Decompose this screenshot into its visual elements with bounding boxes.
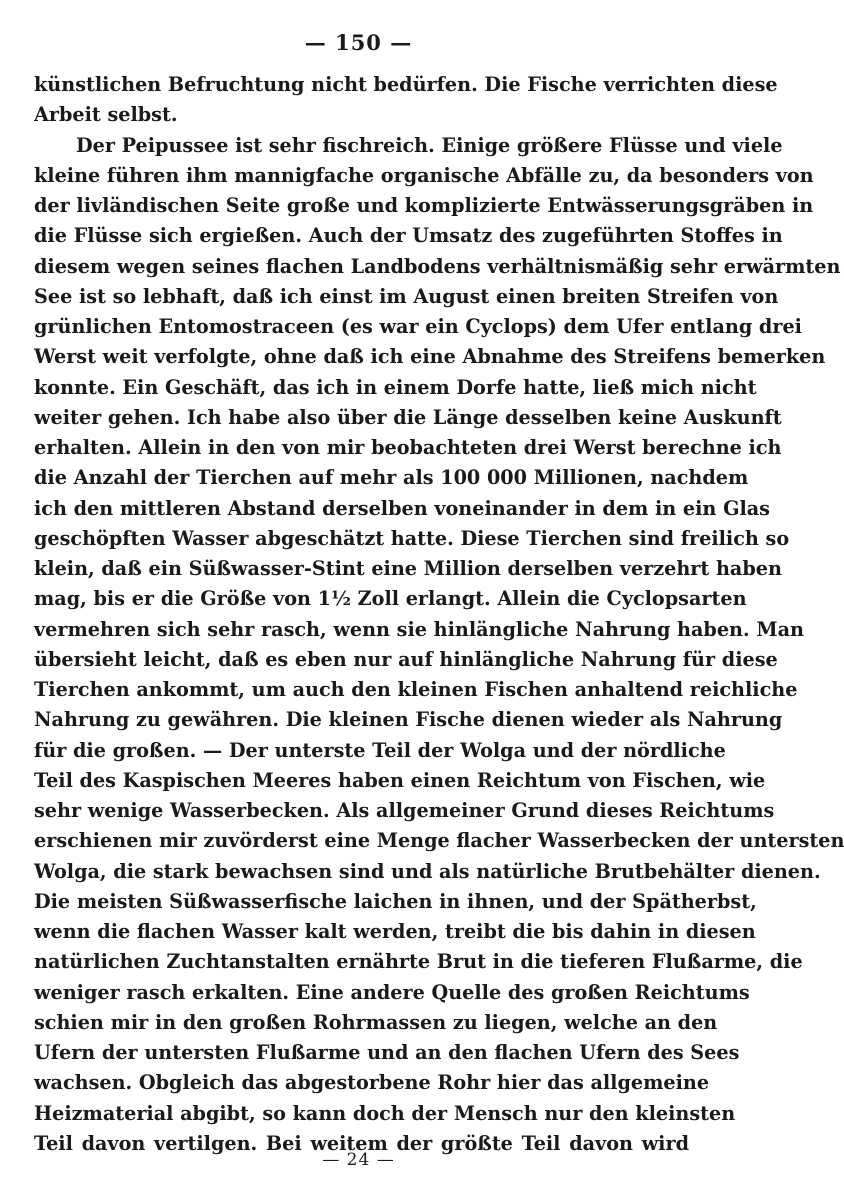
text-line: grünlichen Entomostraceen (es war ein Cyclops) dem Ufer entlang drei (34, 315, 802, 338)
text-line: Arbeit selbst. (34, 103, 178, 127)
text-line: See ist so lebhaft, daß ich einst im August einen breiten Streifen von (34, 284, 779, 308)
text-line: weiter gehen. Ich habe also über die Länge desselben keine Auskunft (34, 405, 782, 429)
text-line: Teil davon vertilgen. Bei weitem der größte Teil davon wird (34, 1131, 689, 1155)
text-line: klein, daß ein Süßwasser-Stint eine Million derselben verzehrt haben (34, 557, 782, 580)
text-line: kleine führen ihm mannigfache organische Abfälle zu, da besonders von (34, 163, 814, 187)
text-line: Der Peipussee ist sehr fischreich. Einige größere Flüsse und viele (76, 133, 783, 157)
text-line: natürlichen Zuchtanstalten ernährte Brut in die tieferen Flußarme, die (34, 950, 803, 974)
text-line: künstlichen Befruchtung nicht bedürfen. Die Fische verrichten diese (34, 73, 778, 96)
text-line: mag, bis er die Größe von 1½ Zoll erlangt. Allein die Cyclopsarten (34, 587, 747, 611)
text-line: Ufern der untersten Flußarme und an den flachen Ufern des Sees (34, 1041, 740, 1064)
text-line: die Anzahl der Tierchen auf mehr als 100 000 Millionen, nachdem (34, 466, 749, 490)
text-line: geschöpften Wasser abgeschätzt hatte. Diese Tierchen sind freilich so (34, 526, 790, 550)
text-line: Die meisten Süßwasserfische laichen in ihnen, und der Spätherbst, (34, 889, 757, 913)
text-line: wenn die flachen Wasser kalt werden, treibt die bis dahin in diesen (34, 920, 756, 943)
text-line: Nahrung zu gewähren. Die kleinen Fische dienen wieder als Nahrung (34, 708, 783, 732)
text-line: übersieht leicht, daß es eben nur auf hinlängliche Nahrung für diese (34, 647, 778, 671)
text-line: Werst weit verfolgte, ohne daß ich eine Abnahme des Streifens bemerken (34, 345, 826, 369)
text-line: erhalten. Allein in den von mir beobachteten drei Werst berechne ich (34, 436, 782, 459)
text-line: Heizmaterial abgibt, so kann doch der Mensch nur den kleinsten (34, 1101, 736, 1125)
text-line: diesem wegen seines flachen Landbodens verhältnismäßig sehr erwärmten (34, 254, 841, 278)
text-line: ich den mittleren Abstand derselben voneinander in dem in ein Glas (34, 496, 770, 520)
text-line: erschienen mir zuvörderst eine Menge flacher Wasserbecken der untersten (34, 829, 844, 853)
text-line: vermehren sich sehr rasch, wenn sie hinlängliche Nahrung haben. Man (34, 617, 804, 641)
text-line: sehr wenige Wasserbecken. Als allgemeiner Grund dieses Reichtums (34, 799, 775, 822)
text-line: Wolga, die stark bewachsen sind und als natürliche Brutbehälter dienen. (34, 859, 821, 883)
body-text (34, 70, 844, 1159)
text-line: Teil des Kaspischen Meeres haben einen Reichtum von Fischen, wie (34, 768, 766, 792)
text-line: die Flüsse sich ergießen. Auch der Umsatz des zugeführten Stoffes in (34, 224, 783, 248)
signature-mark: — 24 — (322, 1150, 395, 1170)
text-line: schien mir in den großen Rohrmassen zu liegen, welche an den (34, 1010, 718, 1034)
text-line: konnte. Ein Geschäft, das ich in einem Dorfe hatte, ließ mich nicht (34, 375, 757, 399)
page-number: — 150 — (304, 30, 413, 55)
text-line: der livländischen Seite große und komplizierte Entwässerungsgräben in (34, 194, 814, 217)
text-line: weniger rasch erkalten. Eine andere Quelle des großen Reichtums (34, 980, 750, 1004)
text-line: Tierchen ankommt, um auch den kleinen Fischen anhaltend reichliche (34, 678, 798, 701)
text-line: für die großen. — Der unterste Teil der Wolga und der nördliche (34, 738, 726, 762)
text-line: wachsen. Obgleich das abgestorbene Rohr hier das allgemeine (34, 1071, 710, 1095)
